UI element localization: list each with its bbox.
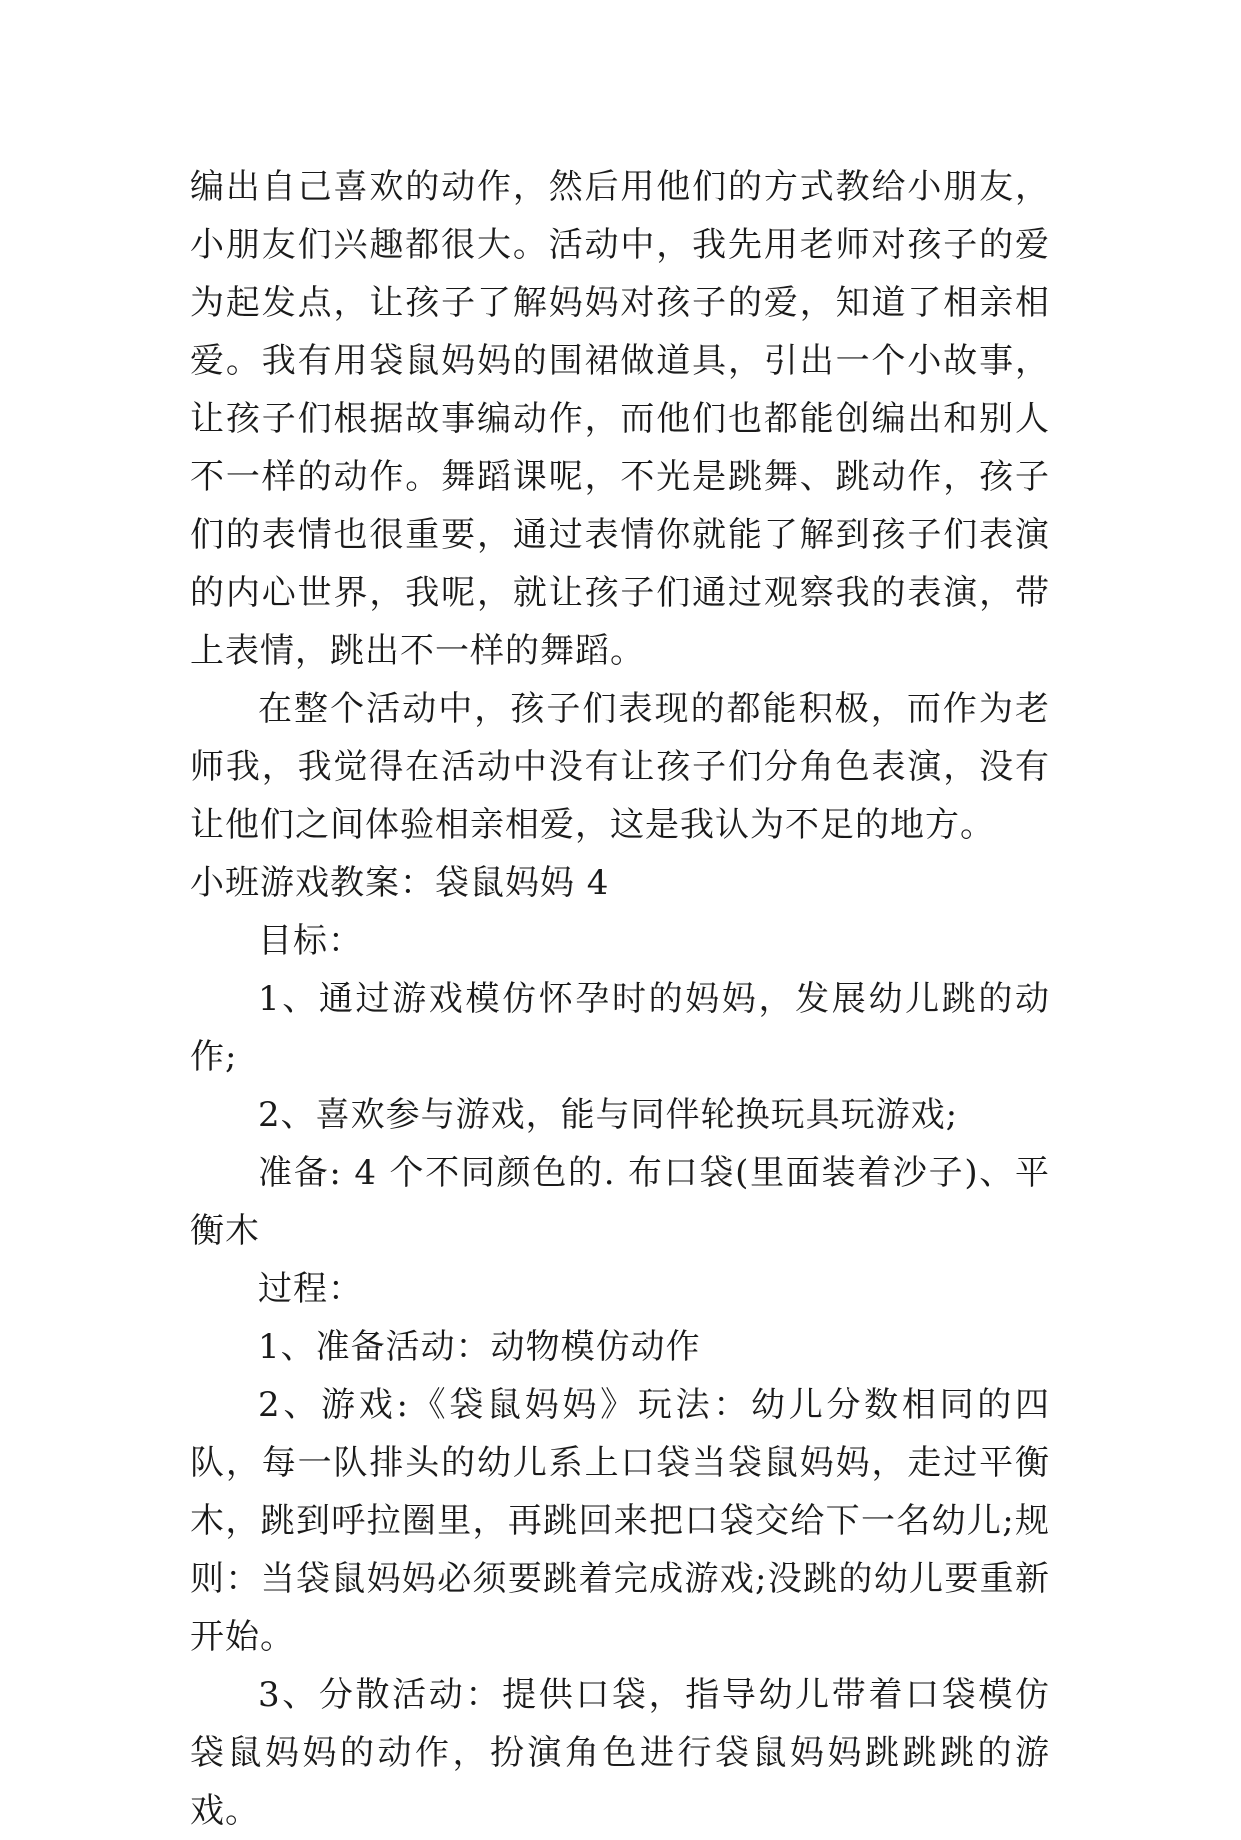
document-body [190, 158, 1050, 1840]
section-title: 小班游戏教案：袋鼠妈妈 4 [190, 863, 610, 903]
process-step-2: 2、游戏:《袋鼠妈妈》玩法：幼儿分数相同的四队，每一队排头的幼儿系上口袋当袋鼠妈妈，走过平衡木，跳到呼拉圈里，再跳回来把口袋交给下一名幼儿;规则：当袋鼠妈妈必须要跳着完成游戏;没跳的幼儿要重新开始。 [190, 1385, 1050, 1657]
process-label: 过程： [258, 1269, 363, 1309]
paragraph-reflection: 编出自己喜欢的动作，然后用他们的方式教给小朋友，小朋友们兴趣都很大。活动中，我先用老师对孩子的爱为起发点，让孩子了解妈妈对孩子的爱，知道了相亲相爱。我有用袋鼠妈妈的围裙做道具，引出一个小故事，让孩子们根据故事编动作，而他们也都能创编出和别人不一样的动作。舞蹈课呢，不光是跳舞、跳动作，孩子们的表情也很重要，通过表情你就能了解到孩子们表演的内心世界，我呢，就让孩子们通过观察我的表演，带上表情，跳出不一样的舞蹈。 [190, 167, 1050, 671]
paragraph-shortcoming: 在整个活动中，孩子们表现的都能积极，而作为老师我，我觉得在活动中没有让孩子们分角色表演，没有让他们之间体验相亲相爱，这是我认为不足的地方。 [190, 689, 1050, 845]
preparation: 准备: 4 个不同颜色的. 布口袋(里面装着沙子)、平衡木 [190, 1153, 1050, 1251]
goal-label: 目标： [258, 921, 363, 961]
goal-item-2: 2、喜欢参与游戏，能与同伴轮换玩具玩游戏; [258, 1095, 959, 1135]
process-step-3: 3、分散活动：提供口袋，指导幼儿带着口袋模仿袋鼠妈妈的动作，扮演角色进行袋鼠妈妈跳跳跳的游戏。 [190, 1675, 1050, 1831]
process-step-1: 1、准备活动：动物模仿动作 [258, 1327, 701, 1367]
goal-item-1: 1、通过游戏模仿怀孕时的妈妈，发展幼儿跳的动作; [190, 979, 1050, 1077]
